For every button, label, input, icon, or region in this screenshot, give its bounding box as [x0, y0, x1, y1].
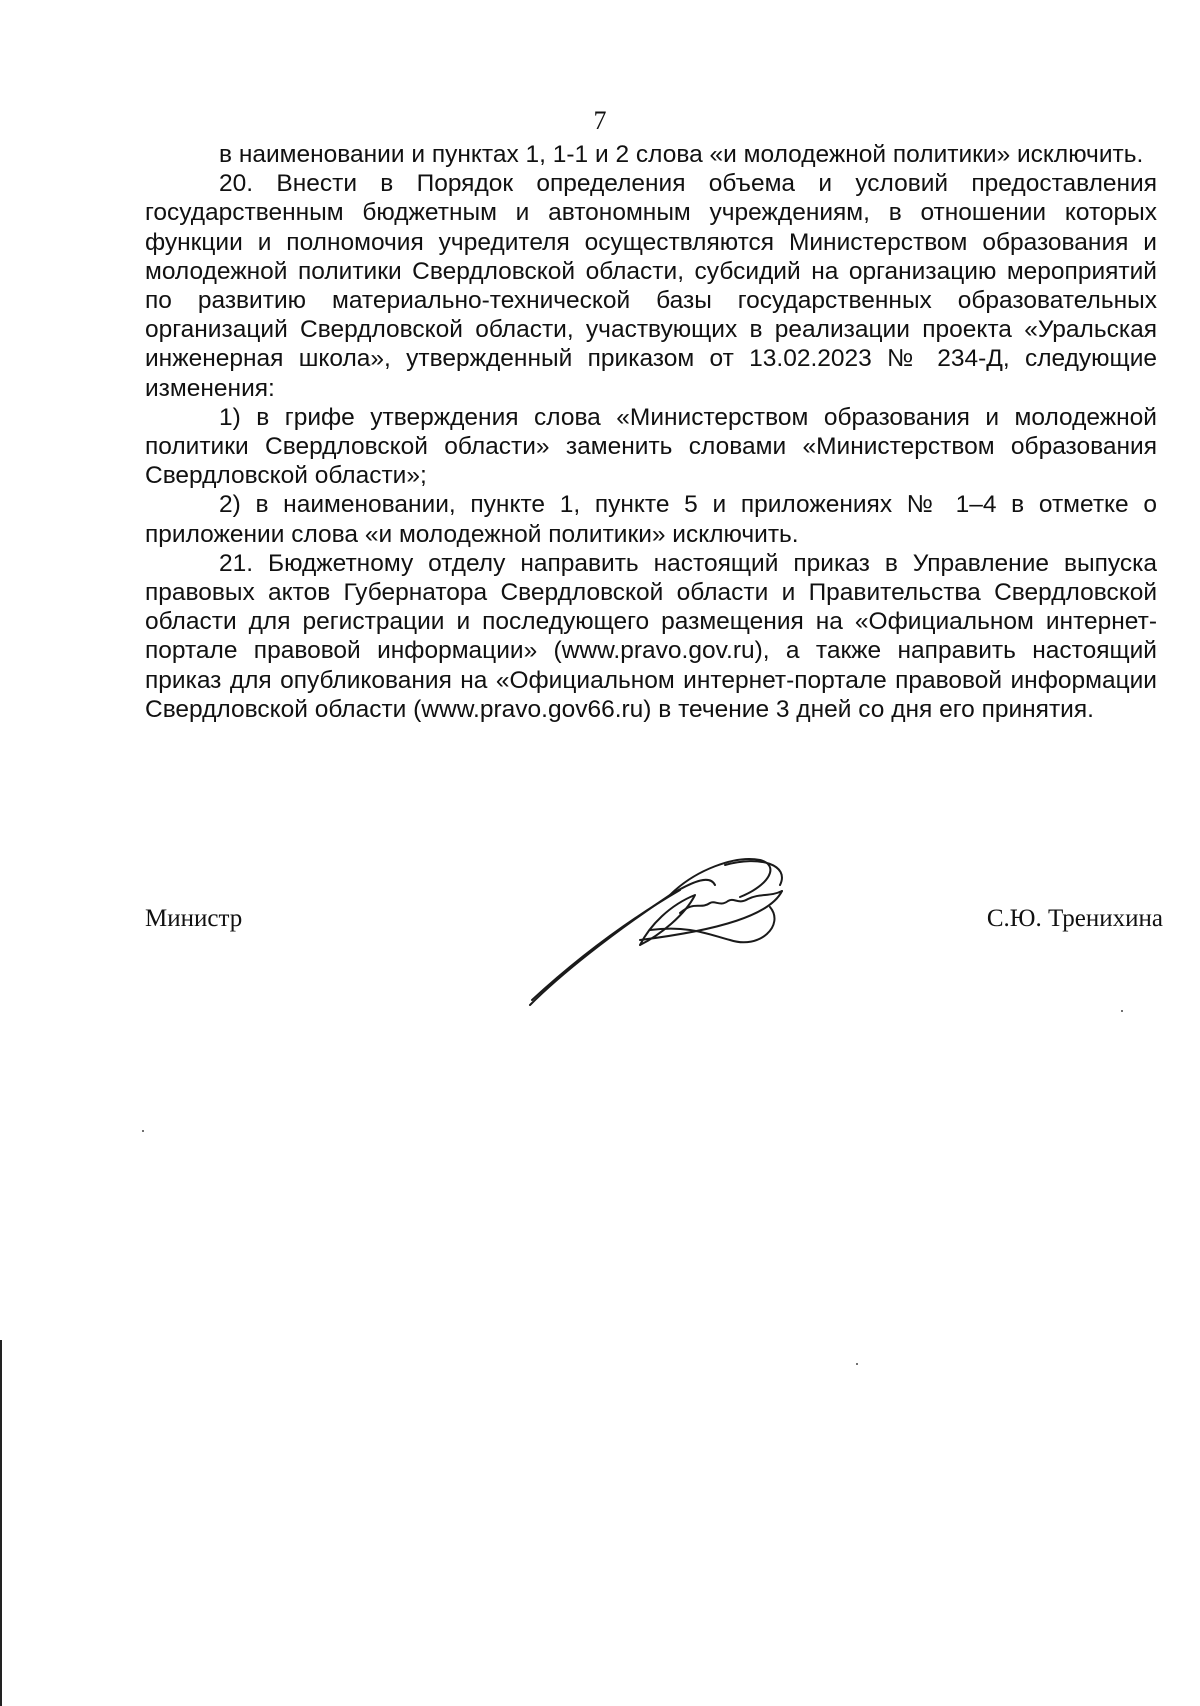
handwritten-signature [520, 855, 820, 1015]
paragraph-subitem-2: 2) в наименовании, пункте 1, пункте 5 и приложениях № 1–4 в отметке о приложении слова «и молодежной политики» исключить. [145, 491, 1157, 548]
signatory-title: Министр [145, 905, 243, 932]
scan-speck [856, 1363, 858, 1365]
paragraph-continuation: в наименовании и пунктах 1, 1-1 и 2 слова «и молодежной политики» исключить. [219, 141, 1144, 168]
scan-edge-line [0, 1340, 2, 1706]
document-body [145, 140, 1157, 724]
signatory-name: С.Ю. Тренихина [986, 905, 1163, 932]
scan-speck [1121, 1010, 1123, 1012]
paragraph-subitem-1: 1) в грифе утверждения слова «Министерством образования и молодежной политики Свердловской области» заменить словами «Министерством образования Свердловской области»; [145, 403, 1157, 490]
scan-speck [142, 1130, 144, 1132]
paragraph-item-20: 20. Внести в Порядок определения объема и условий предоставления государственным бюджетным и автономным учреждениям, в отношении которых функции и полномочия учредителя осуществляются Министерством образования и молодежной политики Свердловской области, субсидий на организацию мероприятий по развитию материально-технической базы государственных образовательных организаций Свердловской области, участвующих в реализации проекта «Уральская инженерная школа», утвержденный приказом от 13.02.2023 № 234-Д, следующие изменения: [145, 170, 1157, 402]
page-number: 7 [593, 106, 607, 135]
paragraph-item-21: 21. Бюджетному отделу направить настоящий приказ в Управление выпуска правовых актов Губернатора Свердловской области и Правительства Свердловской области для регистрации и последующего размещения на «Официальном интернет-портале правовой информации» (www.pravo.gov.ru), а также направить настоящий приказ для опубликования на «Официальном интернет-портале правовой информации Свердловской области (www.pravo.gov66.ru) в течение 3 дней со дня его принятия. [145, 549, 1157, 723]
